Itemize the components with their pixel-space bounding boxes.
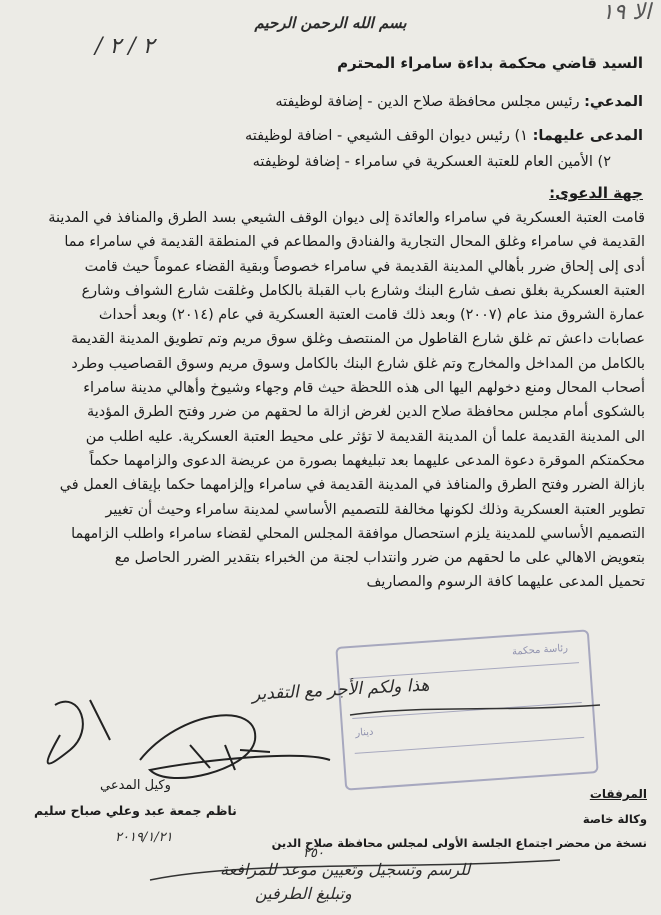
case-line: عمارة الشروق منذ عام (٢٠٠٧) وبعد ذلك قامت العتبة العسكرية في عام (٢٠١٤) وبعد أحداث	[98, 307, 645, 324]
case-line: أدى إلى إلحاق ضرر بأهالي المدينة القديمة في سامراء خصوصاً وبقية القضاء عموماً حيث قامت	[84, 258, 645, 275]
signature-date: ٢٠١٩/١/٢١	[115, 830, 173, 845]
case-line: بالشكوى أمام مجلس محافظة صلاح الدين لغرض ازالة ما لحقهم من ضرر وفتح الطرق المؤدية	[87, 404, 645, 421]
defendants-label: المدعى عليهما:	[532, 128, 643, 144]
closing-phrase: هذا ولكم الأجر مع التقدير	[251, 675, 430, 705]
case-line: القديمة في سامراء وغلق المحال التجارية والفنادق والمطاعم في المنطقة القديمة في سامراء مما	[64, 234, 645, 251]
case-line: أصحاب المحال ومنع دخولهم اليها الى هذه اللحظة حيث قام وجهاء وشيوخ وأهالي مدينة سامراء	[83, 380, 645, 397]
handwritten-small-number: ٢٥٠	[303, 846, 324, 861]
case-line: قامت العتبة العسكرية في سامراء والعائدة إلى ديوان الوقف الشيعي بسد الطرق والمنافذ في المدينة	[48, 210, 645, 226]
case-line: عصابات داعش تم غلق شارع القاطول من المنتصف وغلق سوق مريم وتم تطويق المدينة القديمة	[71, 331, 645, 348]
stamp-text-court: رئاسة محكمة	[511, 642, 569, 658]
case-line: تحميل المدعى عليهما كافة الرسوم والمصاريف	[366, 574, 645, 591]
plaintiff-value: رئيس مجلس محافظة صلاح الدين - إضافة لوظيفته	[275, 94, 580, 110]
agent-names: ناظم جمعة عبد وعلي صباح سليم	[34, 803, 237, 818]
defendant-line-2: ٢) الأمين العام للعتبة العسكرية في سامراء - إضافة لوظيفته	[252, 154, 611, 170]
case-line: العتبة العسكرية بغلق نصف شارع البنك وشارع باب القبلة بالكامل وغلقت شارع الشواف وشارع	[81, 282, 645, 299]
case-line: بالكامل من المداخل والمخارج وتم غلق شارع البنك بالكامل وسوق مريم وسوق القصاصيب وطرد	[71, 355, 645, 372]
strike-underline	[350, 705, 600, 715]
case-line: الى المدينة القديمة علما أن المدينة القديمة لا تؤثر على محيط العتبة العسكرية. عليه اطلب من	[85, 428, 645, 445]
signature-stroke-left	[48, 700, 110, 764]
basmala-heading: بسم الله الرحمن الرحيم	[254, 14, 407, 32]
plaintiff-label: المدعي:	[584, 94, 643, 110]
case-line: محكمتكم الموقرة دعوة المدعى عليهما بعد تبليغهما بصورة من عريضة الدعوى والزامهما حكماً	[89, 452, 645, 469]
case-line: تطوير العتبة العسكرية وذلك لكونها مخالفة للتصميم الأساسي لمدينة سامراء وحيث أن تغيير	[105, 501, 645, 518]
defendant-1-value: ١) رئيس ديوان الوقف الشيعي - اضافة لوظيفته	[244, 128, 528, 144]
addressee-line: السيد قاضي محكمة بداءة سامراء المحترم	[337, 54, 643, 72]
handwritten-case-number: ٢ / ٢ /	[95, 34, 155, 59]
case-heading: جهة الدعوى:	[549, 184, 643, 202]
handwritten-note-line-2: وتبليغ الطرفين	[255, 884, 352, 903]
case-line: بازالة الضرر وفتح الطرق والمنافذ في المدينة القديمة في سامراء وإلزامهما حكما بإيقاف العمل في	[59, 477, 645, 494]
stamp-text-dinar: دينار	[354, 726, 374, 739]
handwritten-corner-mark: الا ١٩	[601, 0, 651, 25]
case-line: التصميم الأساسي للمدينة يلزم استحصال موافقة المجلس المحلي لقضاء سامراء واطلب الزامهما	[71, 525, 645, 542]
case-line: بتعويض الاهالي على ما لحقهم من ضرر وانتداب لجنة من الخبراء بتقدير الضرر الحاصل مع	[114, 550, 645, 567]
agent-label: وكيل المدعي	[100, 778, 171, 793]
attachment-item-1: وكالة خاصة	[582, 812, 647, 826]
handwritten-note-line-1: للرسم وتسجيل وتعيين موعد للمرافعة	[220, 860, 471, 879]
attachment-item-2: نسخة من محضر اجتماع الجلسة الأولى لمجلس محافظة صلاح الدين	[271, 836, 647, 850]
attachments-heading: المرفقات	[589, 787, 647, 801]
